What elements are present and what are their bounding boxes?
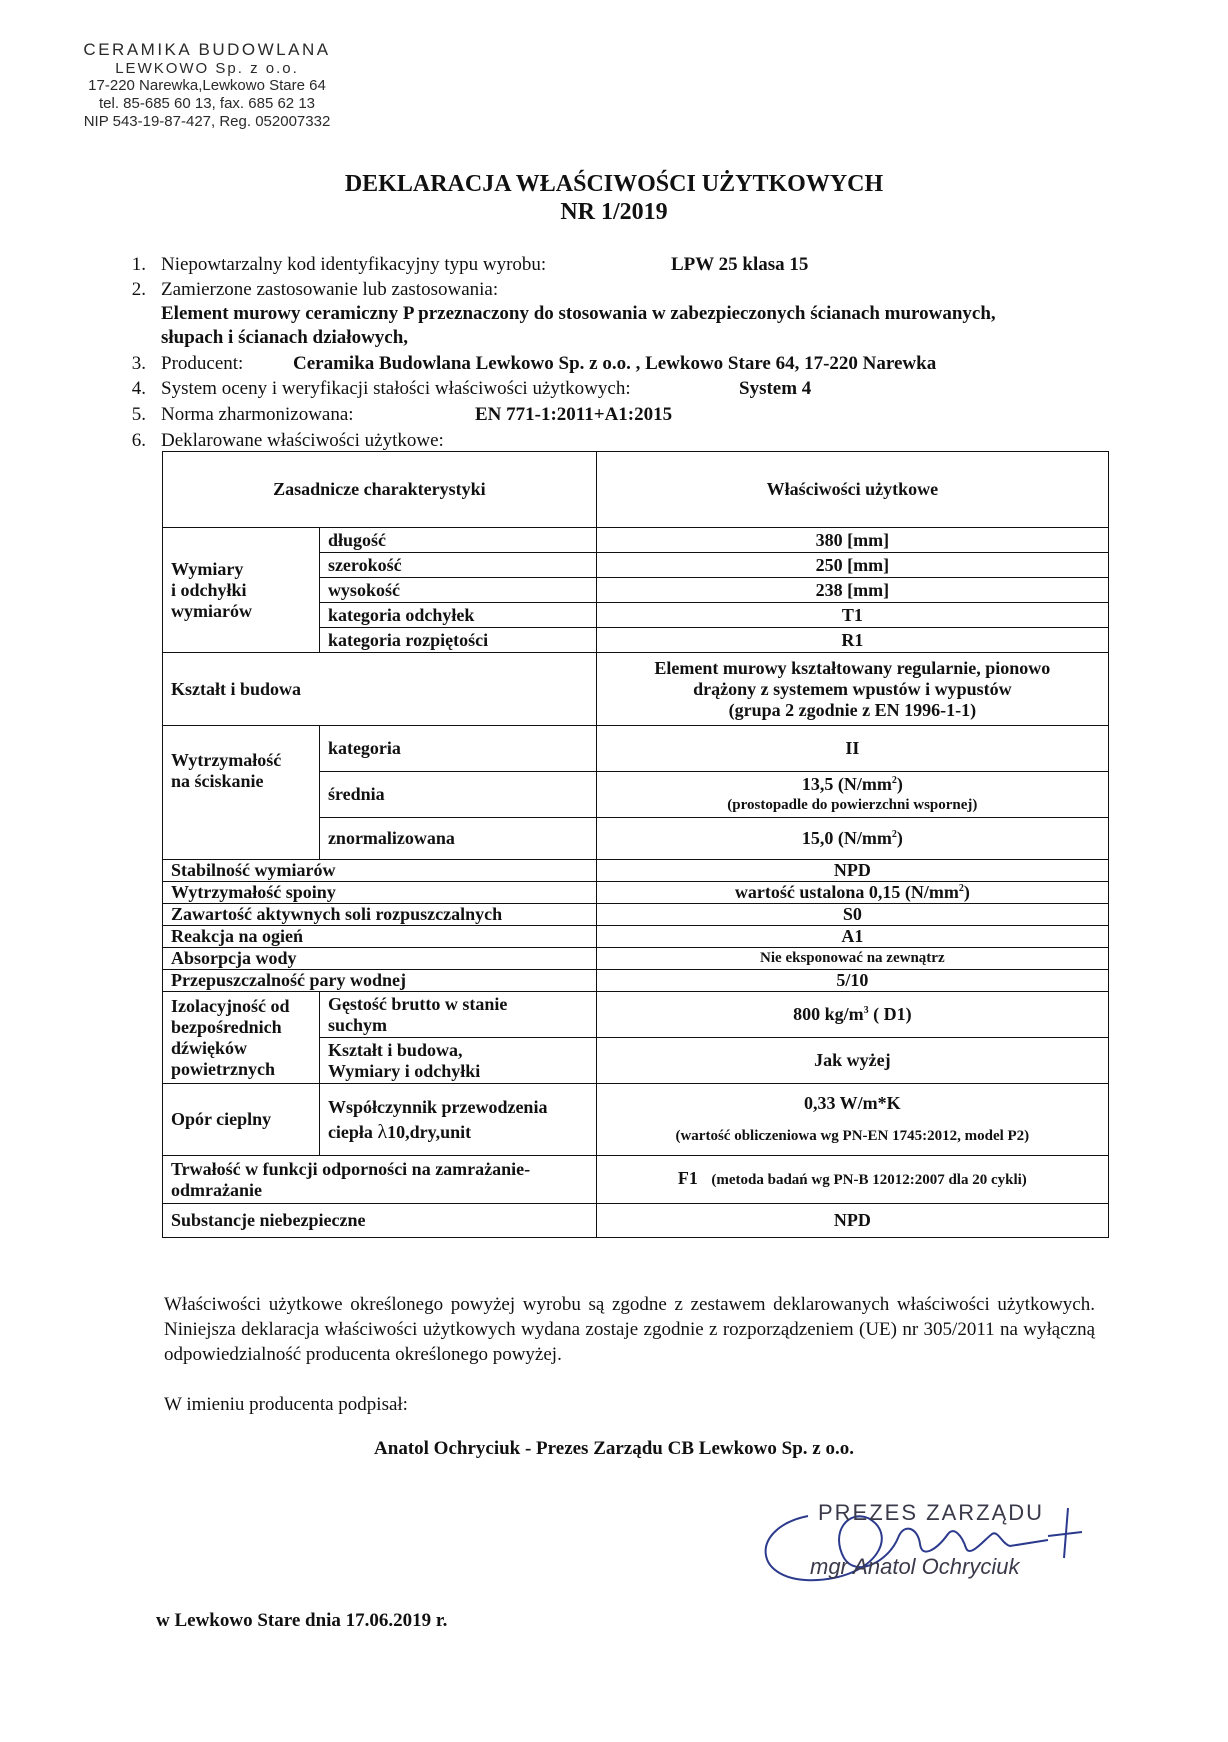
item-number: 6. xyxy=(131,430,146,451)
row-value xyxy=(596,818,1108,860)
row-label: Opór cieplny xyxy=(163,1084,320,1156)
label-line: suchym xyxy=(327,1014,387,1035)
row-label xyxy=(319,992,596,1038)
table-row xyxy=(163,904,1109,926)
row-value xyxy=(596,882,1108,904)
table-row xyxy=(163,926,1109,948)
value-text: wartość ustalona 0,15 (N/mm xyxy=(734,882,959,902)
row-label xyxy=(319,1038,596,1084)
item-label: Niepowtarzalny kod identyfikacyjny typu wyrobu: xyxy=(161,254,547,275)
stamp-phone: tel. 85-685 60 13, fax. 685 62 13 xyxy=(99,95,315,112)
value-text: 13,5 (N/mm xyxy=(801,773,892,794)
row-value: 250 [mm] xyxy=(596,553,1108,578)
row-label xyxy=(163,1156,597,1204)
stamp-company-form: LEWKOWO Sp. z o.o. xyxy=(115,60,299,77)
value-tail: ( D1) xyxy=(868,1004,912,1024)
row-label: Absorpcja wody xyxy=(163,948,597,970)
row-value: 380 [mm] xyxy=(596,528,1108,553)
group-label-line: dźwięków xyxy=(171,1037,247,1058)
row-label: Wytrzymałość spoiny xyxy=(163,882,597,904)
value-note: (metoda badań wg PN-B 12012:2007 dla 20 cykli) xyxy=(711,1172,1027,1188)
value-note: (wartość obliczeniowa wg PN-EN 1745:2012, model P2) xyxy=(675,1127,1030,1144)
item-value: LPW 25 klasa 15 xyxy=(671,254,809,275)
label-text: ciepła xyxy=(327,1121,378,1142)
label-line: Trwałość w funkcji odporności na zamrażanie- xyxy=(171,1158,531,1179)
item-number: 2. xyxy=(131,279,146,300)
row-value: R1 xyxy=(596,628,1108,653)
item-number: 5. xyxy=(131,404,146,425)
group-label-line: Wytrzymałość xyxy=(171,750,282,770)
row-value: Jak wyżej xyxy=(596,1038,1108,1084)
value-text: 15,0 (N/mm xyxy=(801,828,892,848)
table-row xyxy=(163,528,1109,553)
table-header-row xyxy=(163,452,1109,528)
stamp-nip: NIP 543-19-87-427, Reg. 052007332 xyxy=(83,113,331,130)
row-label xyxy=(319,1084,596,1156)
stamp-company-name: CERAMIKA BUDOWLANA xyxy=(83,40,331,59)
table-row xyxy=(163,948,1109,970)
value-text: F1 xyxy=(677,1168,698,1188)
company-stamp xyxy=(62,40,352,131)
title-line-1: DEKLARACJA WŁAŚCIWOŚCI UŻYTKOWYCH xyxy=(344,171,884,197)
conformity-statement: Właściwości użytkowe określonego powyżej wyrobu są zgodne z zestawem deklarowanych właściwości użytkowych. Niniejsza deklaracja właściwości użytkowych wydana zostaje zgodnie z rozporządzeniem (UE) nr 305/2011 na wyłączną odpowiedzialność producenta określonego powyżej. xyxy=(164,1294,1095,1365)
item-label: Producent: xyxy=(161,353,244,374)
value-sup: 3 xyxy=(863,1005,869,1016)
properties-table xyxy=(162,451,1109,1238)
row-value xyxy=(596,1084,1108,1156)
value-tail: ) xyxy=(896,773,903,794)
table-row xyxy=(163,1204,1109,1238)
signed-by-label: W imieniu producenta podpisał: xyxy=(164,1394,408,1415)
item-label: Zamierzone zastosowanie lub zastosowania: xyxy=(161,279,499,300)
row-value: NPD xyxy=(596,860,1108,882)
table-row xyxy=(163,860,1109,882)
row-label: Reakcja na ogień xyxy=(163,926,597,948)
row-value xyxy=(596,1156,1108,1204)
row-value: II xyxy=(596,726,1108,772)
item-value: EN 771-1:2011+A1:2015 xyxy=(475,404,673,425)
row-value: A1 xyxy=(596,926,1108,948)
row-label: Kształt i budowa xyxy=(163,653,597,726)
item-number: 1. xyxy=(131,254,146,275)
label-line: Gęstość brutto w stanie xyxy=(327,993,508,1014)
stamp-person: mgr Anatol Ochryciuk xyxy=(810,1554,1020,1579)
group-label-line: wymiarów xyxy=(171,600,252,621)
row-value xyxy=(596,992,1108,1038)
signature-stamp xyxy=(748,1488,1088,1594)
lambda-subscript: 10,dry,unit xyxy=(387,1121,472,1142)
value-line: (grupa 2 zgodnie z EN 1996-1-1) xyxy=(728,699,977,720)
document-title xyxy=(0,170,1228,226)
table-row xyxy=(163,882,1109,904)
item-number: 3. xyxy=(131,353,146,374)
label-line: Współczynnik przewodzenia xyxy=(327,1096,548,1117)
item-label: System oceny i weryfikacji stałości właściwości użytkowych: xyxy=(161,378,631,399)
row-value: Nie eksponować na zewnątrz xyxy=(596,948,1108,970)
place-and-date: w Lewkowo Stare dnia 17.06.2019 r. xyxy=(156,1610,448,1631)
value-sup: 2 xyxy=(891,829,897,840)
row-value: S0 xyxy=(596,904,1108,926)
row-label: średnia xyxy=(319,772,596,818)
row-label: długość xyxy=(319,528,596,553)
table-row xyxy=(163,1156,1109,1204)
dims-group-label xyxy=(163,528,320,653)
row-label: Stabilność wymiarów xyxy=(163,860,597,882)
table-row xyxy=(163,992,1109,1038)
group-label-line: bezpośrednich xyxy=(171,1016,282,1037)
value-line: 0,33 W/m*K xyxy=(804,1092,901,1113)
value-tail: ) xyxy=(963,882,970,902)
table-row xyxy=(163,653,1109,726)
stamp-position: PREZES ZARZĄDU xyxy=(818,1500,1045,1525)
table-row xyxy=(163,1084,1109,1156)
value-line xyxy=(605,774,1100,795)
acoustic-group-label xyxy=(163,992,320,1084)
row-label: Zawartość aktywnych soli rozpuszczalnych xyxy=(163,904,597,926)
row-label: kategoria xyxy=(319,726,596,772)
lambda-symbol: λ xyxy=(377,1120,388,1143)
row-label: Przepuszczalność pary wodnej xyxy=(163,970,597,992)
group-label-line: Wymiary xyxy=(171,558,244,579)
value-line: drążony z systemem wpustów i wypustów xyxy=(693,678,1012,699)
row-label: kategoria rozpiętości xyxy=(319,628,596,653)
item-value: słupach i ścianach działowych, xyxy=(161,327,409,348)
group-label-line: na ściskanie xyxy=(171,771,264,791)
item-value: System 4 xyxy=(739,378,812,399)
label-line: odmrażanie xyxy=(171,1179,262,1200)
stamp-address: 17-220 Narewka,Lewkowo Stare 64 xyxy=(88,77,326,94)
value-text: 800 kg/m xyxy=(793,1004,864,1024)
item-number: 4. xyxy=(131,378,146,399)
row-label: znormalizowana xyxy=(319,818,596,860)
signer-name: Anatol Ochryciuk - Prezes Zarządu CB Lewkowo Sp. z o.o. xyxy=(374,1438,854,1459)
table-row xyxy=(163,726,1109,772)
row-value: 5/10 xyxy=(596,970,1108,992)
row-label: wysokość xyxy=(319,578,596,603)
group-label-line: Izolacyjność od xyxy=(171,995,290,1016)
row-label: szerokość xyxy=(319,553,596,578)
row-value xyxy=(596,653,1108,726)
row-value: NPD xyxy=(596,1204,1108,1238)
item-label: Norma zharmonizowana: xyxy=(161,404,354,425)
title-number: NR 1/2019 xyxy=(560,199,668,225)
row-value xyxy=(596,772,1108,818)
group-label-line: powietrznych xyxy=(171,1058,275,1079)
value-tail: ) xyxy=(896,828,903,848)
group-label-line: i odchyłki xyxy=(171,579,247,600)
strength-group-label xyxy=(163,726,320,860)
value-sup: 2 xyxy=(958,883,964,894)
item-value: Element murowy ceramiczny P przeznaczony do stosowania w zabezpieczonych ścianach murowanych, xyxy=(161,303,996,324)
label-line: Kształt i budowa, xyxy=(327,1039,463,1060)
header-performance: Właściwości użytkowe xyxy=(596,452,1108,528)
value-sup: 2 xyxy=(891,774,897,786)
row-value: T1 xyxy=(596,603,1108,628)
row-value: 238 [mm] xyxy=(596,578,1108,603)
label-line xyxy=(328,1122,588,1143)
label-line: Wymiary i odchyłki xyxy=(327,1060,481,1081)
value-line: Element murowy kształtowany regularnie, pionowo xyxy=(654,657,1051,678)
row-label: Substancje niebezpieczne xyxy=(163,1204,597,1238)
item-value: Ceramika Budowlana Lewkowo Sp. z o.o. , Lewkowo Stare 64, 17-220 Narewka xyxy=(293,353,937,374)
table-row xyxy=(163,970,1109,992)
value-note: (prostopadle do powierzchni wspornej) xyxy=(727,796,978,813)
row-label: kategoria odchyłek xyxy=(319,603,596,628)
item-label: Deklarowane właściwości użytkowe: xyxy=(161,430,444,451)
header-characteristics: Zasadnicze charakterystyki xyxy=(163,452,597,528)
